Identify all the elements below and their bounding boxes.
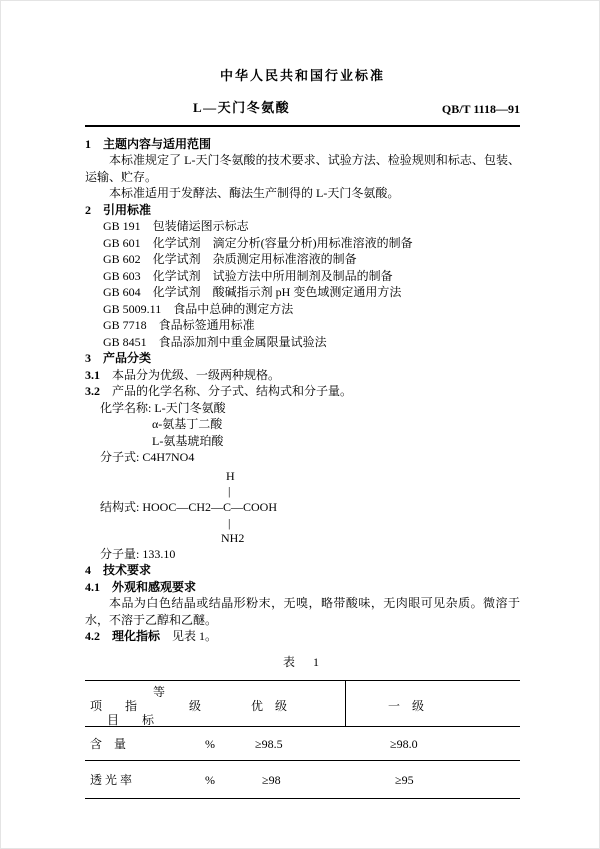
clause-3-1 xyxy=(85,367,520,384)
table-row xyxy=(85,727,520,761)
section-1-paragraph-1: 本标准规定了 L-天门冬氨酸的技术要求、试验方法、检验规则和标志、包装、运输、贮存。 xyxy=(85,153,520,184)
table-caption: 表 1 xyxy=(282,654,322,669)
molecular-formula-line: 分子式: C4H7NO4 xyxy=(100,450,195,464)
structural-formula-amine-group: NH2 xyxy=(221,530,245,545)
chemical-name-line: 化学名称: L-天门冬氨酸 xyxy=(100,400,226,415)
bond-bottom-icon: | xyxy=(228,515,231,530)
corner-label-index-char-1: 指 xyxy=(125,699,138,713)
section-1-paragraph-2: 本标准适用于发酵法、酶法生产制得的 L-天门冬氨酸。 xyxy=(109,186,400,200)
clause-3-1-text: 本品分为优级、一级两种规格。 xyxy=(100,367,281,382)
reference-item: GB 604 化学试剂 酸碱指示剂 pH 变色域测定通用方法 xyxy=(103,285,402,299)
section-3-heading: 3 产品分类 xyxy=(85,351,152,365)
reference-item: GB 602 化学试剂 杂质测定用标准溶液的制备 xyxy=(103,252,357,266)
page-content xyxy=(85,68,520,799)
table-header-row xyxy=(85,681,520,727)
table-cell-grade-b-value: ≥95 xyxy=(395,773,414,787)
reference-item: GB 5009.11 食品中总砷的测定方法 xyxy=(103,301,294,316)
corner-label-grade-char-1: 等 xyxy=(153,685,166,699)
table-cell-item: 透 光 率 xyxy=(90,773,133,787)
bond-top-icon: | xyxy=(228,483,231,498)
clause-3-2 xyxy=(85,383,520,400)
clause-4-2-reference-text: 见表 1。 xyxy=(160,629,218,643)
header-rule xyxy=(85,125,520,127)
section-2-heading: 2 引用标准 xyxy=(85,202,152,217)
chemical-synonym-2: L-氨基琥珀酸 xyxy=(152,433,224,448)
body-text xyxy=(85,136,520,800)
structural-formula-h-atom: H xyxy=(226,468,235,483)
reference-item: GB 603 化学试剂 试验方法中所用制剂及制品的制备 xyxy=(103,268,393,283)
doc-title: L—天门冬氨酸 xyxy=(193,99,291,115)
table-cell-item: 含 量 xyxy=(90,737,127,751)
grade-column-b-header: 一 级 xyxy=(388,699,425,713)
molecular-weight-line: 分子量: 133.10 xyxy=(100,546,176,561)
reference-item: GB 7718 食品标签通用标准 xyxy=(103,318,255,332)
doc-number: QB/T 1118—91 xyxy=(441,101,520,116)
clause-4-2-heading: 理化指标 xyxy=(100,629,161,643)
corner-label-grade-char-2: 级 xyxy=(189,699,202,713)
clause-4-1-heading: 4.1 外观和感观要求 xyxy=(85,579,197,594)
table-cell-unit: % xyxy=(205,737,215,751)
clause-4-1-paragraph: 本品为白色结晶或结晶形粉末，无嗅，略带酸味，无肉眼可见杂质。微溶于水，不溶于乙醇和乙醚。 xyxy=(85,596,520,627)
clause-4-2-line xyxy=(85,628,520,645)
spec-table xyxy=(85,680,520,799)
clause-3-2-text: 产品的化学名称、分子式、结构式和分子量。 xyxy=(100,384,353,398)
corner-label-index-char-2: 标 xyxy=(142,713,155,727)
table-cell-unit: % xyxy=(205,773,215,787)
table-cell-grade-a-value: ≥98 xyxy=(262,773,281,787)
structural-formula-main-chain: 结构式: HOOC—CH2—C—COOH xyxy=(100,499,278,514)
reference-item: GB 191 包装储运图示标志 xyxy=(103,219,249,233)
reference-item: GB 601 化学试剂 滴定分析(容量分析)用标准溶液的制备 xyxy=(103,235,413,250)
org-title: 中华人民共和国行业标准 xyxy=(219,68,385,83)
reference-item: GB 8451 食品添加剂中重金属限量试验法 xyxy=(103,334,327,349)
section-4-heading: 4 技术要求 xyxy=(85,563,152,577)
table-cell-grade-a-value: ≥98.5 xyxy=(255,737,283,751)
table-row xyxy=(85,761,520,799)
table-cell-grade-b-value: ≥98.0 xyxy=(390,737,418,751)
corner-label-item-char-2: 目 xyxy=(107,713,120,727)
chemical-synonym-1: α-氨基丁二酸 xyxy=(152,417,223,431)
corner-label-item-char-1: 项 xyxy=(90,699,103,713)
column-divider xyxy=(345,681,346,727)
clause-3-1-number: 3.1 xyxy=(85,367,100,382)
grade-column-a-header: 优 级 xyxy=(251,699,288,713)
clause-3-2-number: 3.2 xyxy=(85,384,100,398)
title-row xyxy=(85,100,520,118)
clause-4-2-number: 4.2 xyxy=(85,629,100,643)
structural-formula xyxy=(85,468,520,546)
section-1-heading: 1 主题内容与适用范围 xyxy=(85,136,212,151)
